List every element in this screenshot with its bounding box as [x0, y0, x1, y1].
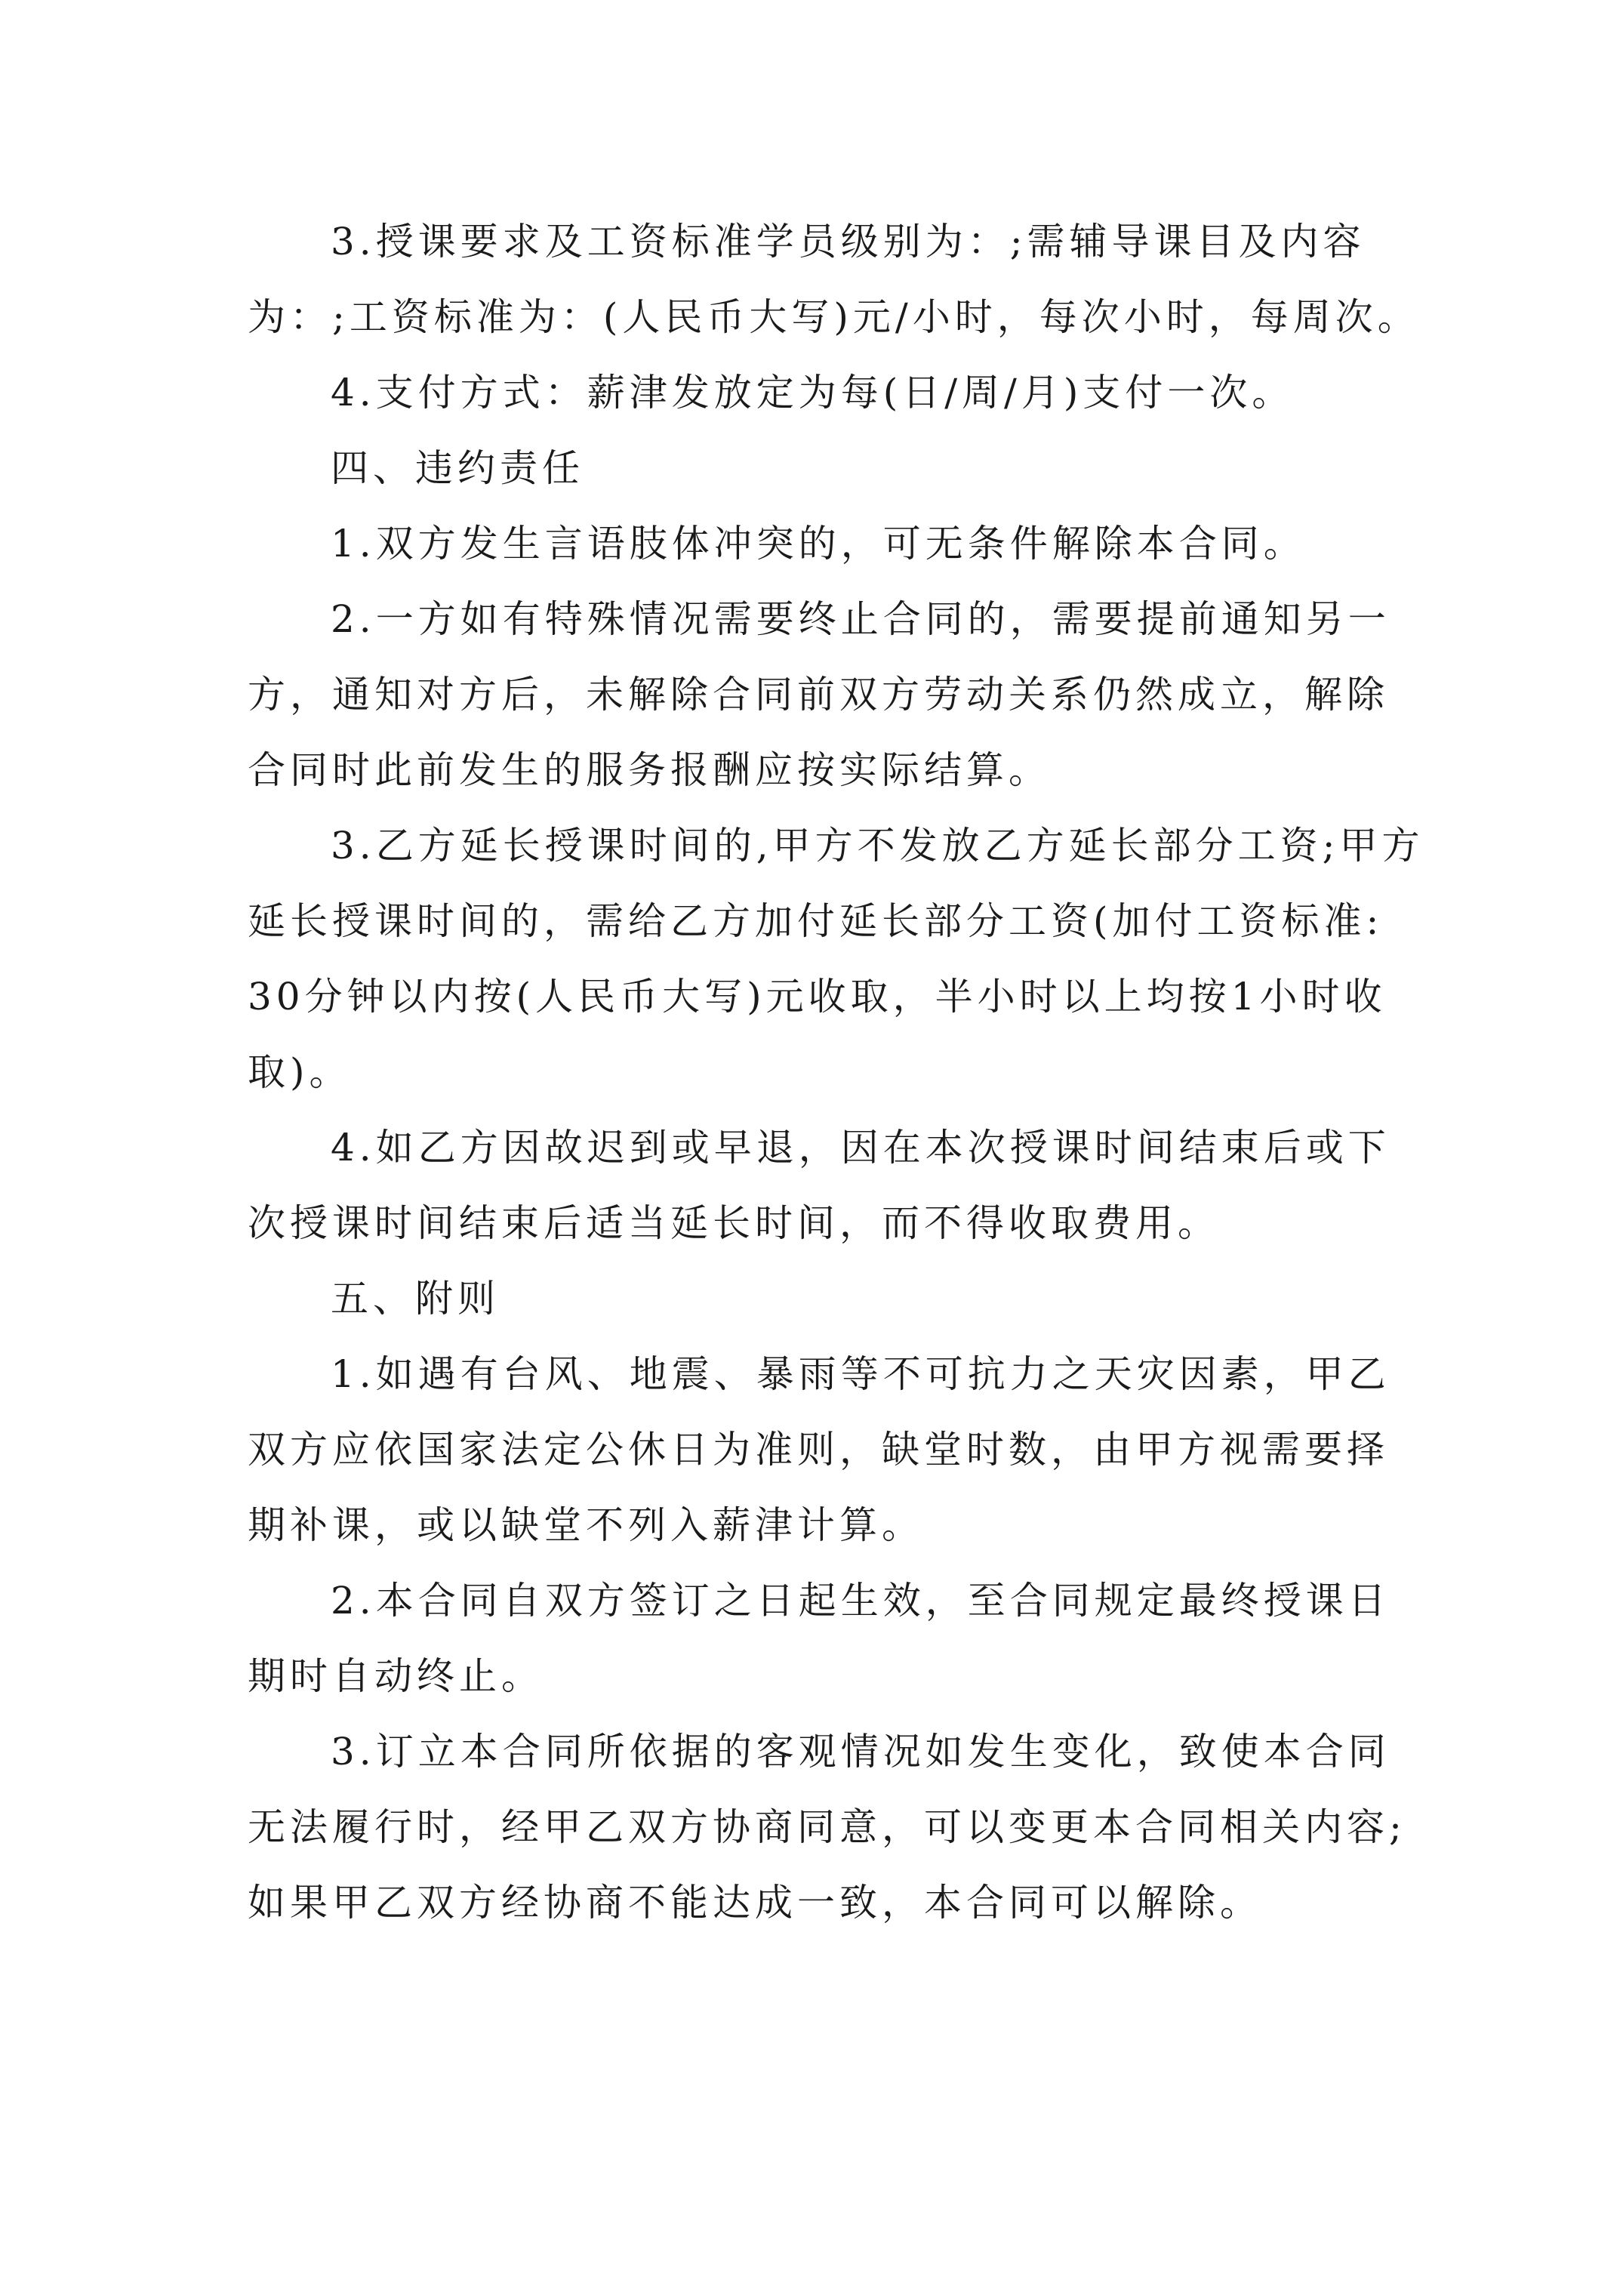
supplementary-clause-1: 1.如遇有台风、地震、暴雨等不可抗力之天灾因素，甲乙双方应依国家法定公休日为准则，缺堂时数，由甲方视需要择期补课，或以缺堂不列入薪津计算。	[248, 1352, 1390, 1547]
section-heading-breach-liability: 四、违约责任	[331, 446, 584, 490]
section-heading-supplementary: 五、附则	[331, 1277, 500, 1321]
supplementary-clause-3: 3.订立本合同所依据的客观情况如发生变化，致使本合同无法履行时，经甲乙双方协商同意，可以变更本合同相关内容;如果甲乙双方经协商不能达成一致，本合同可以解除。	[248, 1730, 1406, 1925]
breach-clause-2: 2.一方如有特殊情况需要终止合同的，需要提前通知另一方，通知对方后，未解除合同前双方劳动关系仍然成立，解除合同时此前发生的服务报酬应按实际结算。	[248, 597, 1390, 792]
supplementary-clause-2: 2.本合同自双方签订之日起生效，至合同规定最终授课日期时自动终止。	[248, 1579, 1390, 1698]
clause-3-teaching-requirements: 3.授课要求及工资标准学员级别为：;需辅导课目及内容为：;工资标准为：(人民币大写)元/小时，每次小时，每周次。	[248, 220, 1420, 339]
breach-clause-4: 4.如乙方因故迟到或早退，因在本次授课时间结束后或下次授课时间结束后适当延长时间，而不得收取费用。	[248, 1126, 1390, 1245]
breach-clause-1: 1.双方发生言语肢体冲突的，可无条件解除本合同。	[331, 522, 1306, 566]
document-body	[248, 204, 1425, 1940]
breach-clause-3: 3.乙方延长授课时间的,甲方不发放乙方延长部分工资;甲方延长授课时间的，需给乙方加付延长部分工资(加付工资标准: 30分钟以内按(人民币大写)元收取，半小时以上均按1小时收取)。	[248, 824, 1424, 1094]
clause-4-payment-method: 4.支付方式：薪津发放定为每(日/周/月)支付一次。	[331, 371, 1295, 415]
